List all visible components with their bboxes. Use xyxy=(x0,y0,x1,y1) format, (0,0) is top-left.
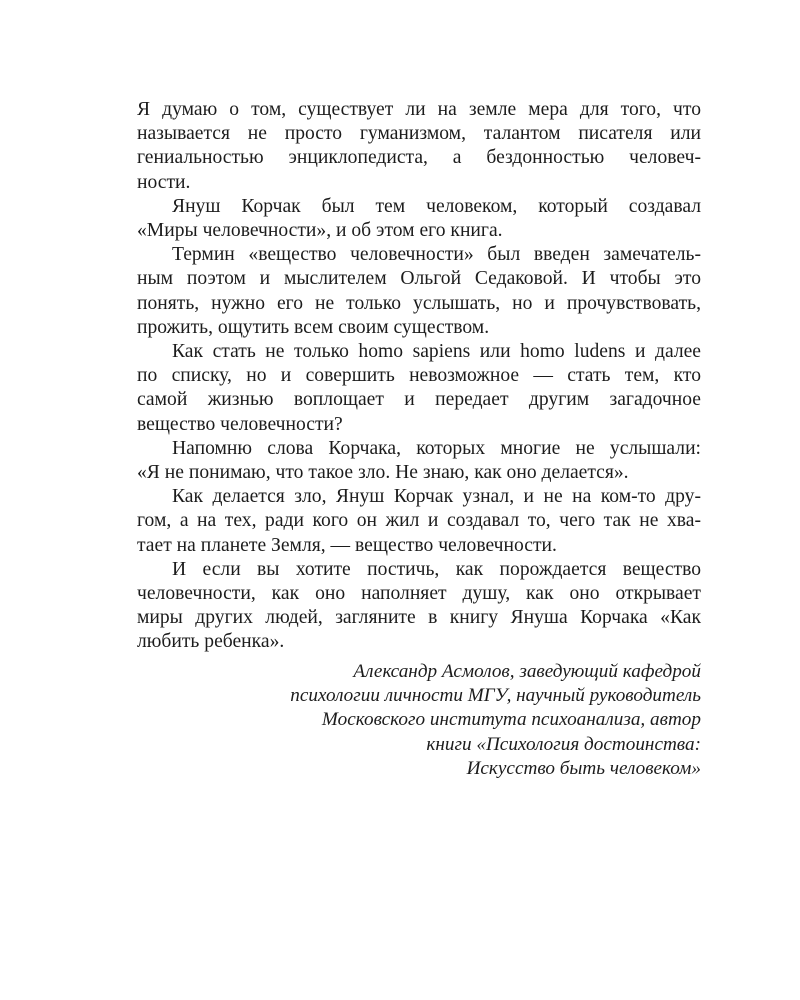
text-line: гом, а на тех, ради кого он жил и создавал то, чего так не хва- xyxy=(137,510,701,532)
text-line: ным поэтом и мыслителем Ольгой Седаковой. И чтобы это xyxy=(137,268,701,290)
signature-line: книги «Психология достоинства: xyxy=(426,733,701,755)
signature-line: Александр Асмолов, заведующий кафедрой xyxy=(353,661,701,682)
text-line: «Я не понимаю, что такое зло. Не знаю, как оно делается». xyxy=(137,462,629,484)
text-line: Термин «вещество человечности» был введен замечатель- xyxy=(172,244,701,266)
text-line: Я думаю о том, существует ли на земле мера для того, что xyxy=(137,99,701,120)
text-line: понять, нужно его не только услышать, но и прочувствовать, xyxy=(137,292,701,314)
text-line: прожить, ощутить всем своим существом. xyxy=(137,316,490,338)
text-line: тает на планете Земля, — вещество человечности. xyxy=(137,534,557,556)
paragraph-7 xyxy=(137,558,701,655)
text-line: по списку, но и совершить невозможное — стать тем, кто xyxy=(137,365,701,387)
text-line: вещество человечности? xyxy=(137,413,343,435)
text-line: называется не просто гуманизмом, талантом писателя или xyxy=(137,123,701,145)
text-line: ности. xyxy=(137,171,191,193)
text-line: Напомню слова Корчака, которых многие не услышали: xyxy=(172,437,701,459)
paragraph-4 xyxy=(137,340,701,437)
author-signature xyxy=(137,660,701,781)
text-line: любить ребенка». xyxy=(137,631,285,653)
text-line: «Миры человечности», и об этом его книга. xyxy=(137,220,503,242)
paragraph-3 xyxy=(137,243,701,340)
text-line: Януш Корчак был тем человеком, который создавал xyxy=(172,195,701,217)
paragraph-1 xyxy=(137,98,701,195)
paragraph-2 xyxy=(137,195,701,243)
text-line: миры других людей, загляните в книгу Януша Корчака «Как xyxy=(137,607,701,629)
paragraph-6 xyxy=(137,485,701,558)
signature-line: Московского института психоанализа, автор xyxy=(321,709,701,731)
text-line: Как делается зло, Януш Корчак узнал, и не на ком-то дру- xyxy=(172,486,701,508)
text-line: И если вы хотите постичь, как порождается вещество xyxy=(172,558,701,580)
paragraph-5 xyxy=(137,437,701,485)
text-line: Как стать не только homo sapiens или homo ludens и далее xyxy=(172,341,701,363)
signature-line: Искусство быть человеком» xyxy=(466,757,701,779)
book-page-text xyxy=(137,98,701,655)
signature-line: психологии личности МГУ, научный руководитель xyxy=(290,685,701,707)
text-line: гениальностью энциклопедиста, а бездонностью человеч- xyxy=(137,147,701,169)
text-line: самой жизнью воплощает и передает другим загадочное xyxy=(137,389,701,411)
text-line: человечности, как оно наполняет душу, как оно открывает xyxy=(137,583,701,605)
